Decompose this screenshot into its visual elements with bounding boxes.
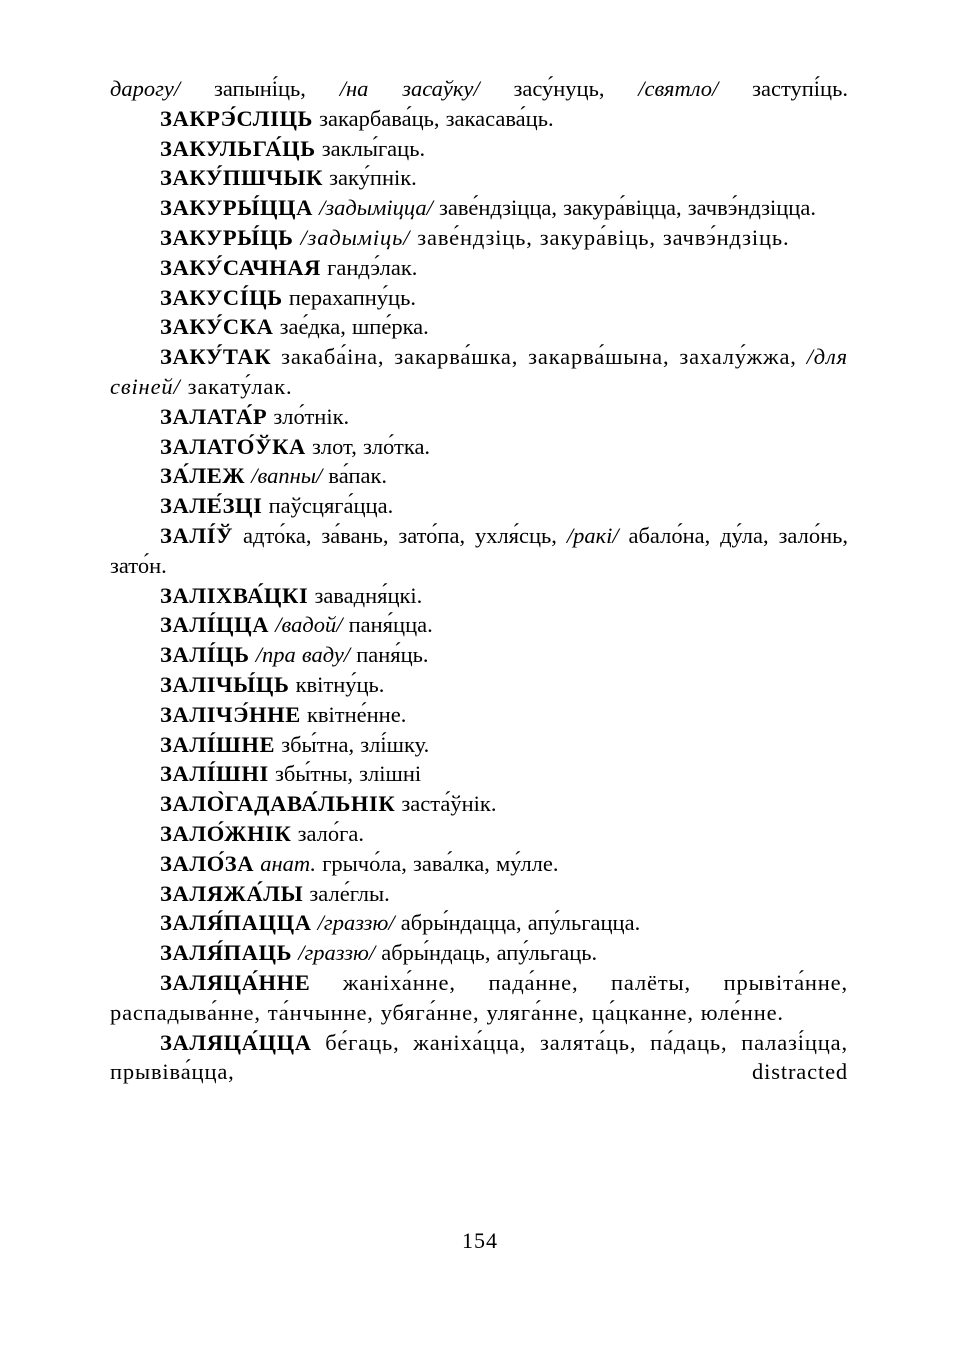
dictionary-entry (110, 879, 848, 909)
dictionary-entry (110, 610, 848, 640)
entry-headword: ЗАЛО́ЗА (160, 850, 255, 876)
dictionary-entry (110, 342, 848, 402)
page-number: 154 (462, 1228, 498, 1253)
entry-gloss: абры́ндацца, апу́льгацца. (394, 910, 641, 936)
entry-gloss: збы́тна, злі́шку. (275, 731, 430, 757)
entry-headword: ЗАЛАТА́Р (160, 403, 268, 429)
entry-gloss: заве́ндзіць, закура́віць, зачвэ́ндзіць. (410, 224, 790, 250)
entry-headword: ЗАЛЯЦА́ЦЦА (160, 1029, 312, 1055)
entry-gloss: зало́га. (291, 820, 364, 846)
entry-headword: ЗАКУ́СКА (160, 314, 274, 340)
entry-headword: ЗАКУСІ́ЦЬ (160, 284, 283, 310)
entry-continuation (110, 74, 848, 104)
dictionary-entry (110, 581, 848, 611)
entry-headword: ЗАКРЭ́СЛІЦЬ (160, 105, 314, 131)
entry-gloss: закату́лак. (180, 373, 293, 399)
entry-gloss: перахапну́ць. (282, 284, 416, 310)
entry-headword: ЗАЛІ́ЦЦА (160, 612, 270, 638)
dictionary-entry (110, 700, 848, 730)
dictionary-entry (110, 223, 848, 253)
entry-headword: ЗАЛІЧЭ́ННЕ (160, 701, 301, 727)
dictionary-entry (110, 1028, 848, 1088)
entry-headword: ЗАКУ́ПШЧЫК (160, 165, 324, 191)
dictionary-entry (110, 491, 848, 521)
entry-headword: ЗАЛАТО́ЎКА (160, 433, 306, 459)
entry-context-note: /задыміць/ (300, 224, 411, 250)
entry-gloss: абало́на, ду́ла, зало́нь, зато́н. (110, 522, 848, 578)
entry-gloss: заку́пнік. (323, 165, 417, 191)
dictionary-entry (110, 253, 848, 283)
dictionary-entry (110, 938, 848, 968)
dictionary-entry (110, 461, 848, 491)
entry-context-note: /святло/ (638, 76, 719, 101)
dictionary-entry (110, 104, 848, 134)
dictionary-entry (110, 789, 848, 819)
entry-headword: ЗАЛЕ́ЗЦІ (160, 493, 263, 519)
entry-headword: ЗАЛІ́ШНЕ (160, 731, 276, 757)
entry-headword: ЗАЛІ́ЦЬ (160, 642, 250, 668)
dictionary-entry (110, 283, 848, 313)
entry-context-note: /вадой/ (275, 612, 343, 638)
entry-headword: ЗАЛІЧЫ́ЦЬ (160, 671, 290, 697)
dictionary-entry (110, 432, 848, 462)
entry-gloss: зло́тнік. (267, 403, 350, 429)
entry-spacer (294, 225, 301, 250)
dictionary-entry (110, 730, 848, 760)
entry-headword: ЗАКУЛЬГА́ЦЬ (160, 135, 316, 161)
entry-gloss: запыні́ць, (180, 76, 340, 101)
entry-context-note: /на засаўку/ (339, 76, 480, 101)
entry-gloss: паня́ць. (350, 642, 429, 668)
entry-headword: ЗАЛЯЖА́ЛЫ (160, 880, 304, 906)
entry-headword: ЗАЛО̀ГАДАВА́ЛЬНІК (160, 791, 396, 817)
entry-headword: ЗАЛЯ́ПАЦЦА (160, 910, 312, 936)
dictionary-entry (110, 521, 848, 581)
entry-domain-label: анат. (260, 850, 317, 876)
dictionary-entry (110, 908, 848, 938)
entry-gloss: зале́глы. (303, 880, 390, 906)
dictionary-entry (110, 849, 848, 879)
dictionary-entry (110, 402, 848, 432)
entry-context-note: /граззю/ (317, 910, 395, 936)
entry-gloss: збы́тны, злішні (268, 761, 422, 787)
entry-gloss: адто́ка, за́вань, зато́па, ухля́сць, (233, 522, 567, 548)
entry-gloss: квітну́ць. (289, 671, 385, 697)
entry-gloss: абры́ндаць, апу́льгаць. (375, 940, 598, 966)
entry-context-note: /задыміцца/ (319, 195, 433, 221)
entry-headword: ЗАКУРЫ́ЦЬ (160, 224, 294, 250)
entry-headword: ЗАЛЯ́ПАЦЬ (160, 940, 293, 966)
dictionary-entry (110, 670, 848, 700)
dictionary-entry (110, 640, 848, 670)
dictionary-entry (110, 312, 848, 342)
entry-headword: ЗАЛЯЦА́ННЕ (160, 969, 311, 995)
entry-context-note: /для свіней/ (110, 344, 848, 399)
entry-gloss: заступі́ць. (718, 76, 848, 101)
entry-gloss: ва́пак. (322, 463, 388, 489)
entry-gloss: заста́ўнік. (395, 791, 497, 817)
entry-headword: ЗАКУ́САЧНАЯ (160, 254, 321, 280)
entry-gloss: жаніха́нне, пада́нне, палёты, прывіта́нне, распадыва́нне, та́нчынне, убяга́нне, уляга́нне, ца́цканне, юле́нне. (110, 969, 848, 1025)
dictionary-entry-column (110, 74, 848, 1087)
entry-headword: ЗАЛО́ЖНІК (160, 820, 292, 846)
entry-gloss: завадня́цкі. (308, 582, 423, 608)
entry-headword: ЗАЛІХВА́ЦКІ (160, 582, 309, 608)
dictionary-entry (110, 759, 848, 789)
dictionary-entry (110, 193, 848, 223)
entry-gloss: гандэ́лак. (320, 254, 418, 280)
entry-gloss: квітне́нне. (300, 701, 407, 727)
entry-gloss: зае́дка, шпе́рка. (273, 314, 429, 340)
dictionary-entry (110, 819, 848, 849)
entry-gloss: засу́нуць, (479, 76, 639, 101)
entry-headword: ЗАЛІ́ШНІ (160, 761, 269, 787)
entry-gloss: паня́цца. (342, 612, 433, 638)
entry-gloss: грычо́ла, зава́лка, му́лле. (316, 850, 559, 876)
entry-context-note: /граззю/ (298, 940, 376, 966)
dictionary-entry (110, 134, 848, 164)
entry-gloss: заклы́гаць. (315, 135, 426, 161)
entry-gloss: бе́гаць, жаніха́цца, залята́ць, па́даць, палазі́цца, прывіва́цца, distracted (110, 1029, 848, 1085)
entry-context-note: /вапны/ (251, 463, 323, 489)
entry-gloss: злот, зло́тка. (305, 433, 431, 459)
dictionary-entry (110, 968, 848, 1028)
entry-gloss: паўсцяга́цца. (262, 493, 394, 519)
entry-gloss: закаба́іна, закарва́шка, закарва́шына, захалу́жжа, (271, 344, 807, 370)
entry-headword-italic: дарогу/ (110, 76, 181, 101)
entry-gloss: заве́ндзіцца, закура́віцца, зачвэ́ндзіцца. (432, 195, 816, 221)
entry-headword: ЗАКУРЫ́ЦЦА (160, 195, 313, 221)
dictionary-entry (110, 163, 848, 193)
entry-gloss: закарбава́ць, закасава́ць. (313, 105, 554, 131)
entry-headword: ЗАЛІ́Ў (160, 522, 234, 548)
entry-headword: ЗА́ЛЕЖ (160, 463, 246, 489)
entry-headword: ЗАКУ́ТАК (160, 344, 272, 370)
entry-context-note: /пра ваду/ (255, 642, 351, 668)
entry-context-note: /ракі/ (566, 522, 619, 548)
